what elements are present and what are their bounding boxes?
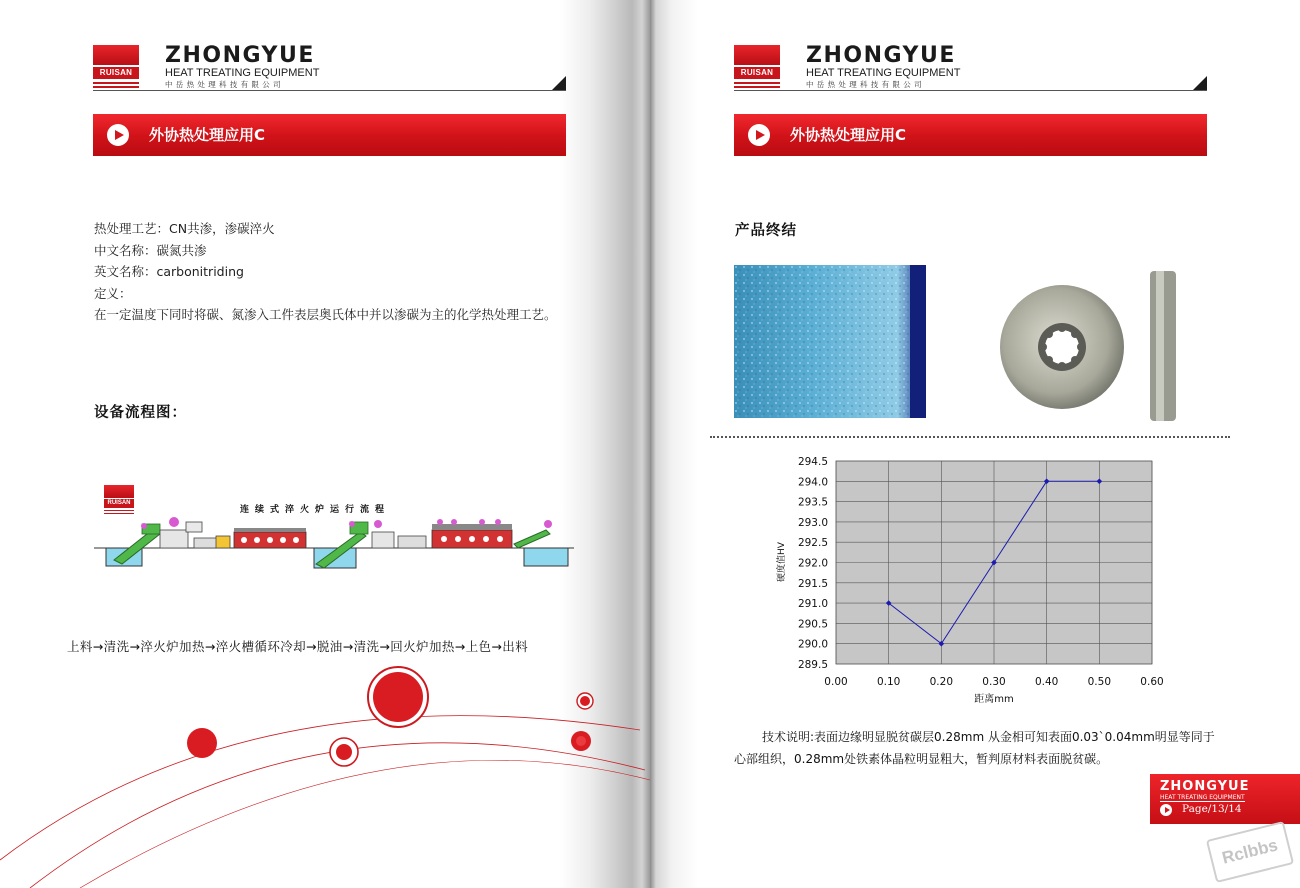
technical-note: 技术说明:表面边缘明显脱贫碳层0.28mm 从金相可知表面0.03`0.04mm明显等同于心部组织，0.28mm处铁素体晶粒明显粗大，暂判原材料表面脱贫碳。 bbox=[734, 730, 1215, 766]
footer-brand: ZHONGYUE bbox=[1160, 779, 1250, 794]
process-line: 热处理工艺：CN共渗，渗碳淬火 bbox=[94, 221, 275, 236]
process-flow-text: 上料→清洗→淬火炉加热→淬火槽循环冷却→脱油→清洗→回火炉加热→上色→出料 bbox=[67, 639, 529, 654]
y-tick-label: 294.0 bbox=[797, 476, 828, 489]
chart-y-ticks bbox=[798, 456, 828, 671]
play-icon bbox=[748, 124, 770, 146]
x-tick-label: 0.60 bbox=[1140, 676, 1164, 688]
y-tick-label: 292.5 bbox=[797, 537, 828, 550]
y-tick-label: 293.5 bbox=[797, 496, 828, 509]
ruisan-logo: RUISAN bbox=[734, 45, 780, 91]
process-info bbox=[94, 218, 564, 326]
y-tick-label: 294.5 bbox=[797, 456, 828, 468]
brand-chinese-name: 中岳热处理科技有限公司 bbox=[165, 80, 284, 89]
x-tick-label: 0.00 bbox=[824, 676, 848, 688]
y-tick-label: 291.5 bbox=[797, 577, 828, 590]
furnace-process-diagram bbox=[94, 480, 574, 570]
watermark-stamp: Rclbbs bbox=[1206, 821, 1294, 883]
english-name-line: 英文名称：carbonitriding bbox=[94, 264, 244, 279]
section-bar bbox=[734, 114, 1207, 156]
brand-header bbox=[93, 45, 566, 95]
y-tick-label: 290.0 bbox=[797, 638, 828, 651]
section-title: 外协热处理应用C bbox=[790, 126, 907, 144]
micrograph-image bbox=[734, 265, 926, 418]
x-tick-label: 0.20 bbox=[929, 676, 954, 688]
chart-y-label: 硬度值HV bbox=[777, 542, 787, 582]
page-number: Page/13/14 bbox=[1182, 803, 1242, 815]
brand-subtitle: HEAT TREATING EQUIPMENT bbox=[165, 67, 320, 79]
flow-heading: 设备流程图： bbox=[94, 405, 187, 421]
brand-name: ZHONGYUE bbox=[806, 43, 956, 68]
diagram-logo: RUISAN bbox=[104, 485, 136, 515]
product-heading: 产品终结 bbox=[735, 223, 797, 239]
chart-x-ticks bbox=[824, 676, 1163, 688]
footer-badge bbox=[1150, 774, 1300, 824]
y-tick-label: 289.5 bbox=[797, 659, 828, 671]
definition-label: 定义： bbox=[94, 285, 132, 301]
decorative-circles bbox=[0, 650, 650, 888]
x-tick-label: 0.30 bbox=[982, 676, 1006, 688]
right-page bbox=[650, 0, 1300, 888]
chinese-name-line: 中文名称：碳氮共渗 bbox=[94, 242, 207, 258]
part-photo bbox=[990, 265, 1210, 425]
brand-chinese-name: 中岳热处理科技有限公司 bbox=[806, 80, 925, 89]
hardness-chart bbox=[770, 450, 1170, 710]
footer-play-icon bbox=[1160, 804, 1172, 816]
y-tick-label: 291.0 bbox=[797, 598, 828, 611]
footer-subtitle: HEAT TREATING EQUIPMENT bbox=[1160, 794, 1245, 801]
x-tick-label: 0.10 bbox=[876, 676, 901, 688]
definition-text: 在一定温度下同时将碳、氮渗入工件表层奥氏体中并以渗碳为主的化学热处理工艺。 bbox=[94, 307, 557, 322]
brand-rule bbox=[734, 90, 1207, 91]
x-tick-label: 0.40 bbox=[1034, 676, 1059, 688]
section-bar bbox=[93, 114, 566, 156]
y-tick-label: 292.0 bbox=[797, 557, 828, 570]
play-icon bbox=[107, 124, 129, 146]
corner-triangle bbox=[1193, 76, 1207, 90]
y-tick-label: 290.5 bbox=[797, 618, 828, 631]
corner-triangle bbox=[552, 76, 566, 90]
x-tick-label: 0.50 bbox=[1087, 676, 1112, 688]
diagram-title: 连续式淬火炉运行流程 bbox=[240, 505, 391, 515]
y-tick-label: 293.0 bbox=[797, 516, 828, 529]
brand-subtitle: HEAT TREATING EQUIPMENT bbox=[806, 67, 961, 79]
brand-rule bbox=[93, 90, 566, 91]
ruisan-logo: RUISAN bbox=[93, 45, 139, 91]
section-title: 外协热处理应用C bbox=[149, 126, 266, 144]
brand-header bbox=[734, 45, 1207, 95]
dotted-divider bbox=[710, 436, 1230, 438]
chart-x-label: 距离mm bbox=[974, 694, 1014, 705]
brand-name: ZHONGYUE bbox=[165, 43, 315, 68]
